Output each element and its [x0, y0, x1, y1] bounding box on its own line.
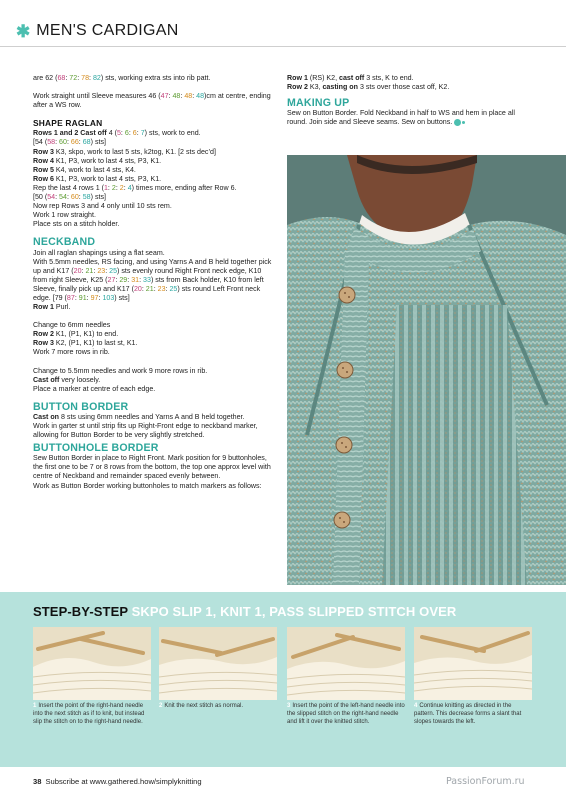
instruction-line: Work 1 row straight.: [33, 211, 96, 220]
instruction-line: Cast off very loosely.: [33, 375, 101, 384]
instruction-line: Row 3 K2, (P1, K1) to last st, K1.: [33, 339, 138, 348]
step-2-photo: [159, 627, 277, 700]
step-1-photo: [33, 627, 151, 700]
instruction-line: Work as Button Border working buttonholes to match markers as follows:: [33, 481, 262, 490]
watermark: PassionForum.ru: [446, 776, 525, 787]
instruction-line: Row 3 K3, skpo, work to last 5 sts, k2tog, K1. [2 sts dec’d]: [33, 147, 216, 156]
step-4: 4 Continue knitting as directed in the pattern. This decrease forms a slant that slopes towards the left.: [414, 627, 532, 726]
instruction-line: Work 7 more rows in rib.: [33, 348, 110, 357]
step-3: 3 Insert the point of the left-hand needle into the slipped stitch on the right-hand needle and lift it over the knitted stitch.: [287, 627, 405, 726]
end-mark-icon: [454, 119, 461, 126]
buttonhole-rows: [287, 74, 527, 92]
button-border-instructions: [33, 413, 273, 440]
instruction-line: [50 (54: 54: 60: 58) sts]: [33, 193, 106, 202]
instruction-line: Now rep Rows 3 and 4 only until 10 sts rem.: [33, 202, 172, 211]
instruction-line: With 5.5mm needles, RS facing, and using Yarns A and B held together pick up and K17 (20: 21: 23: 25) sts evenly round Right Front neck edge, K10 from right Sleeve, K25 (27: 29: 31: 33) sts from Back holder, K10 from left Sleeve, finally pick up and K17 (20: 21: 23: 25) sts round Left Front neck edge. [79 (87: 91: 97: 103) sts]: [33, 257, 272, 302]
intro-paragraph-1: are 62 (68: 72: 78: 82) sts, working extra sts into rib patt.: [33, 74, 211, 82]
making-up-heading: MAKING UP: [287, 97, 350, 110]
making-up-text: Sew on Button Border. Fold Neckband in half to WS and hem in place all round. Join side and Sleeve seams. Sew on buttons.: [287, 109, 515, 127]
instruction-line: Join all raglan shapings using a flat seam.: [33, 248, 165, 257]
instruction-line: Row 5 K4, work to last 4 sts, K4.: [33, 165, 136, 174]
instruction-line: Place a marker at centre of each edge.: [33, 384, 156, 393]
page-footer: [33, 777, 202, 786]
neckband-heading: NECKBAND: [33, 236, 96, 249]
raglan-instructions: [33, 129, 273, 229]
instruction-line: Row 2 K3, casting on 3 sts over those cast off, K2.: [287, 83, 450, 92]
instruction-line: Row 1 Purl.: [33, 303, 71, 312]
instruction-line: Row 4 K1, P3, work to last 4 sts, P3, K1.: [33, 156, 162, 165]
instruction-line: Rows 1 and 2 Cast off 4 (5: 6: 6: 7) sts, work to end.: [33, 129, 201, 138]
instruction-line: [54 (58: 60: 66: 68) sts]: [33, 138, 106, 147]
step-3-photo: [287, 627, 405, 700]
shape-raglan-heading: SHAPE RAGLAN: [33, 118, 103, 129]
instruction-line: Row 2 K1, (P1, K1) to end.: [33, 330, 119, 339]
step-4-photo: [414, 627, 532, 700]
instruction-line: Row 6 K1, P3, work to last 4 sts, P3, K1.: [33, 174, 162, 183]
instruction-line: Place sts on a stitch holder.: [33, 220, 120, 229]
pattern-left-column: [33, 74, 273, 491]
instruction-line: Change to 6mm needles: [33, 321, 111, 330]
neckband-instructions: [33, 249, 273, 313]
rib-instructions-1: [33, 321, 273, 357]
buttonhole-border-instructions: [33, 454, 273, 490]
model-illustration: [287, 155, 566, 585]
section-title: MEN'S CARDIGAN: [36, 22, 179, 39]
rib-instructions-2: [33, 367, 273, 394]
instruction-line: Row 1 (RS) K2, cast off 3 sts, K to end.: [287, 74, 414, 82]
intro-paragraph-2: Work straight until Sleeve measures 46 (47: 48: 48: 48)cm at centre, ending after a WS row.: [33, 92, 271, 110]
subscribe-link[interactable]: Subscribe at www.gathered.how/simplyknitting: [45, 777, 202, 786]
instruction-line: Change to 5.5mm needles and work 9 more rows in rib.: [33, 366, 208, 375]
end-mark-dot-icon: [462, 121, 465, 124]
page-number: 38: [33, 777, 42, 786]
asterisk-icon: ✱: [16, 21, 31, 41]
step-1: 1 Insert the point of the right-hand needle into the next stitch as if to knit, but instead slip the stitch on to the right-hand needle.: [33, 627, 151, 726]
button-border-heading: BUTTON BORDER: [33, 400, 129, 413]
buttonhole-border-heading: BUTTONHOLE BORDER: [33, 442, 159, 455]
step-2: 2 Knit the next stitch as normal.: [159, 627, 277, 711]
cardigan-photo: [287, 155, 566, 585]
instruction-line: Sew Button Border in place to Right Front. Mark position for 9 buttonholes, the first one to be 7 or 8 rows from the bottom, the top one approx level with centre of Neckband and remainder spaced evenly between.: [33, 454, 271, 481]
instruction-line: Work in garter st until strip fits up Right-Front edge to neckband marker, allowing for Button Border to be very slightly stretched.: [33, 422, 258, 440]
step-by-step-title: STEP-BY-STEP SKPO SLIP 1, KNIT 1, PASS SLIPPED STITCH OVER: [33, 604, 457, 619]
header-divider: [0, 46, 566, 47]
instruction-line: Rep the last 4 rows 1 (1: 2: 2: 4) times more, ending after Row 6.: [33, 183, 237, 192]
pattern-right-column: [287, 74, 527, 127]
instruction-line: Cast on 8 sts using 6mm needles and Yarns A and B held together.: [33, 412, 245, 421]
page-header: [16, 20, 179, 42]
